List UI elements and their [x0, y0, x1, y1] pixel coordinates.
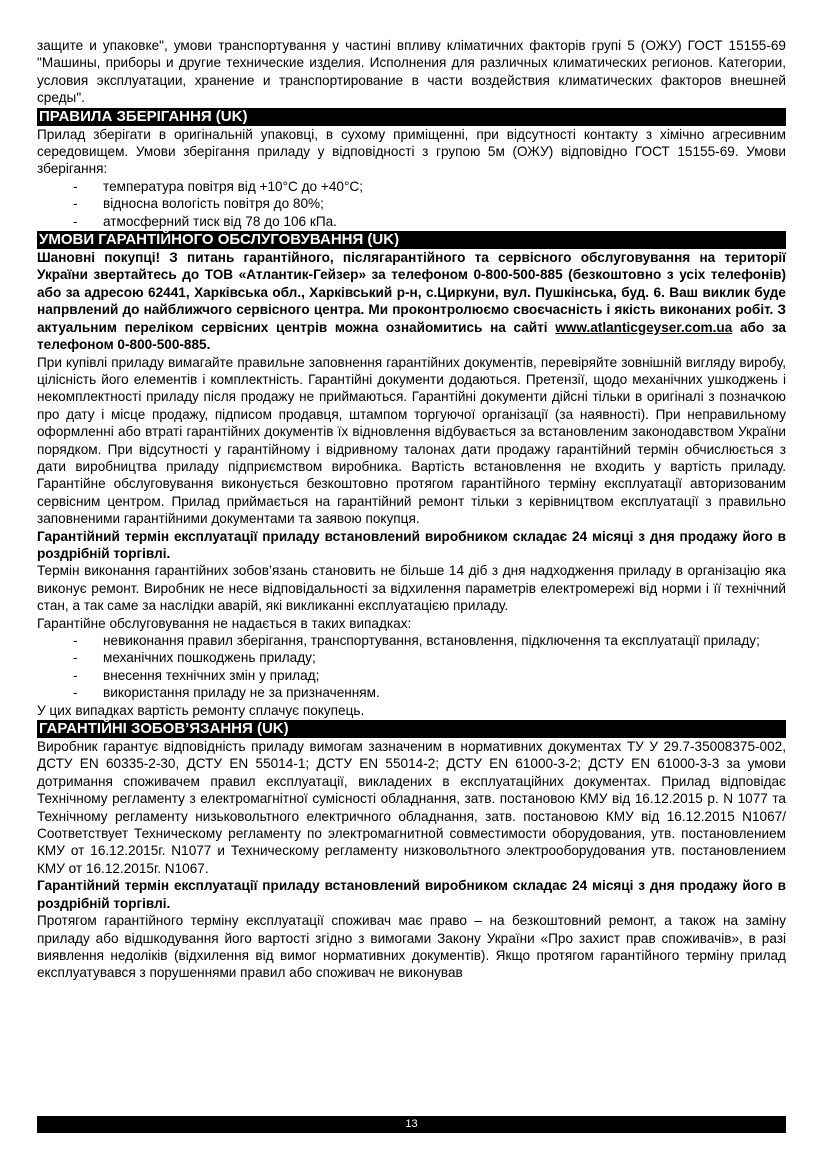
page-footer — [37, 1116, 786, 1133]
obligations-section-title: ГАРАНТІЙНІ ЗОБОВ’ЯЗАННЯ (UK) — [37, 720, 786, 738]
consumer-rights-paragraph: Протягом гарантійного терміну експлуатації споживач має право – на безкоштовний ремонт, а також на заміну приладу або відшкодування його вартості згідно з вимогами Закону України «Про захист прав споживачів», в разі виявлення недоліків (відхилення від вимог нормативних документів). Якщо протягом гарантійного терміну прилад експлуатувався з порушеннями правил або споживач не виконував — [37, 913, 786, 981]
purchase-paragraph: При купівлі приладу вимагайте правильне заповнення гарантійних документів, перевіряйте зовнішній вигляду виробу, цілісність його елементів і комплектність. Гарантійні документи додаються. Претензії, щодо механічних ушкоджень і некомплектності приладу після продажу не приймаються. Гарантійні документи дійсні тільки в оригіналі з позначкою про дату і місце продажу, підписом продавця, штампом торгуючої організації (за наявності). При неправильному оформленні або втраті гарантійних документів їх відновлення відбувається за встановленим законодавством України порядком. При відсутності у гарантійному і відривному талонах дати продажу гарантійний термін обчислюється з дати виробництва приладу підприємством виробника. Вартість встановлення не входить у вартість приладу. Гарантійне обслуговування виконується безкоштовно протягом гарантійного терміну експлуатації авторизованим сервісним центром. Прилад приймається на гарантійний ремонт тільки з керівництвом експлуатації з правильно заповненими гарантійними документами та заявою покупця. — [37, 354, 786, 527]
document-page — [37, 37, 786, 982]
closing-paragraph: У цих випадках вартість ремонту сплачує покупець. — [37, 702, 365, 718]
list-item: - невиконання правил зберігання, транспортування, встановлення, підключення та експлуатації приладу; — [73, 633, 760, 648]
list-item: - температура повітря від +10°С до +40°С; — [73, 178, 363, 194]
warranty-term-paragraph: Гарантійний термін експлуатації приладу встановлений виробником складає 24 місяці з дня продажу його в роздрібній торгівлі. — [37, 528, 786, 561]
list-item: - використання приладу не за призначенням. — [73, 685, 380, 701]
list-item: - механічних пошкоджень приладу; — [73, 650, 316, 666]
website-link[interactable]: www.atlanticgeyser.com.ua — [555, 319, 733, 335]
exclusions-list — [37, 649, 786, 701]
obligation-term-paragraph: Термін виконання гарантійних зобов’язань становить не більше 14 діб з дня надходження приладу в організацію яка виконує ремонт. Виробник не несе відповідальності за відхилення параметрів електромережі від норми і її технічний стан, а так саме за наслідки аварій, які викликанні експлуатацією приладу. — [37, 563, 786, 614]
list-item: - внесення технічних змін у прилад; — [73, 667, 320, 683]
standards-paragraph: Виробник гарантує відповідність приладу вимогам зазначеним в нормативних документах ТУ У 29.7-35008375-002, ДСТУ EN 60335-2-30, ДСТУ EN 55014-1; ДСТУ EN 55014-2; ДСТУ EN 61000-3-2; ДСТУ EN 61000-3-3 за умови дотримання споживачем правил експлуатації, викладених в експлуатаційних документах. Прилад відповідає Технічному регламенту з електромагнітної сумісності обладнання, затв. постановою КМУ від 16.12.2015 р. N 1077 та Технічному регламенту низьковольтного електричного обладнання, затв. постановою КМУ від 16.12.2015 N1067/ Соответствует Техническому регламенту по электромагнитной совместимости оборудования, утв. постановлением КМУ от 16.12.2015г. N1077 и Техническому регламенту низковольтного электрооборудования утв. постановлением КМУ от 16.12.2015г. N1067. — [37, 739, 786, 876]
warranty-service-section-title: УМОВИ ГАРАНТІЙНОГО ОБСЛУГОВУВАННЯ (UK) — [37, 231, 786, 249]
storage-conditions-list — [37, 178, 786, 230]
list-item: - атмосферний тиск від 78 до 106 кПа. — [73, 213, 337, 229]
storage-section-title: ПРАВИЛА ЗБЕРІГАННЯ (UK) — [37, 108, 786, 126]
service-contact-paragraph: Шановні покупці! З питань гарантійного, післягарантійного та сервісного обслуговування на території України звертайтесь до ТОВ «Атлантик-Гейзер» за телефоном 0-800-500-885 (безкоштовно з усіх телефонів) або за адресою 62441, Харківська обл., Харківський р-н, с.Циркуни, вул. Пушкінська, буд. 6. Ваш виклик буде напрвлений до найближчого сервісного центра. Ми проконтролюємо своєчасність і якість виконаних робіт. З актуальним переліком сервісних центрів можна ознайомитись на сайті www.atlanticgeyser.com.ua або за телефоном 0-800-500-885. — [37, 250, 786, 353]
not-provided-heading: Гарантійне обслуговування не надається в таких випадках: — [37, 615, 412, 631]
page-number: 13 — [405, 1118, 418, 1130]
list-item: - відносна вологість повітря до 80%; — [73, 196, 324, 212]
warranty-term-paragraph-2: Гарантійний термін експлуатації приладу встановлений виробником складає 24 місяці з дня продажу його в роздрібній торгівлі. — [37, 878, 786, 911]
storage-paragraph: Прилад зберігати в оригінальній упаковці, в сухому приміщенні, при відсутності контакту з хімічно агресивним середовищем. Умови зберігання приладу у відповідності з групою 5м (ОЖУ) відповідно ГОСТ 15155-69. Умови зберігання: — [37, 126, 786, 177]
intro-paragraph: защите и упаковке", умови транспортування у частині впливу кліматичних факторів групі 5 (ОЖУ) ГОСТ 15155-69 "Машины, приборы и другие технические изделия. Исполнения для различных климатических регионов. Категории, условия эксплуатации, хранение и транспортирование в части воздействия климатических факторов внешней среды". — [37, 38, 786, 106]
